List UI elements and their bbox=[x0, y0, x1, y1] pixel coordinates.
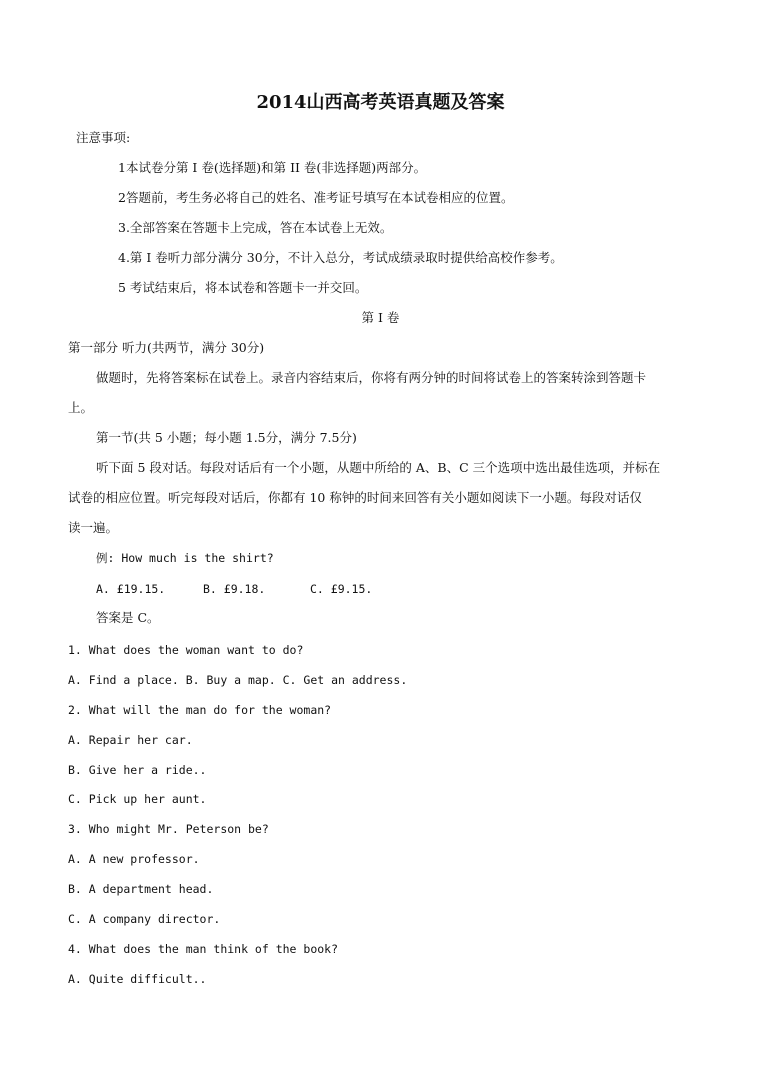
example-option-b: B. £9.18. bbox=[203, 582, 266, 596]
notice-item-5: 5 考试结束后，将本试卷和答题卡一并交回。 bbox=[118, 280, 368, 295]
section1-line2: 试卷的相应位置。听完每段对话后，你都有 10 称钟的时间来回答有关小题如阅读下一小题。每段对话仅 bbox=[68, 490, 642, 505]
section1-heading: 第一节(共 5 小题；每小题 1.5分，满分 7.5分) bbox=[96, 430, 357, 445]
section1-line1: 听下面 5 段对话。每段对话后有一个小题，从题中所给的 A、B、C 三个选项中选出最佳选项，并标在 bbox=[96, 460, 661, 475]
question-line: A. Repair her car. bbox=[68, 733, 193, 747]
question-line: 2. What will the man do for the woman? bbox=[68, 703, 332, 717]
example-option-c: C. £9.15. bbox=[310, 582, 373, 596]
part1-instruction-line1: 做题时，先将答案标在试卷上。录音内容结束后，你将有两分钟的时间将试卷上的答案转涂到答题卡 bbox=[96, 370, 647, 385]
question-line: A. Find a place. B. Buy a map. C. Get an address. bbox=[68, 673, 408, 687]
question-line: B. Give her a ride.. bbox=[68, 763, 207, 777]
question-line: C. A company director. bbox=[68, 912, 221, 926]
question-line: 1. What does the woman want to do? bbox=[68, 643, 304, 657]
example-question: 例: How much is the shirt? bbox=[96, 551, 274, 565]
question-line: C. Pick up her aunt. bbox=[68, 792, 207, 806]
notice-item-3: 3.全部答案在答题卡上完成，答在本试卷上无效。 bbox=[118, 220, 393, 235]
notice-item-1: 1本试卷分第 I 卷(选择题)和第 II 卷(非选择题)两部分。 bbox=[118, 160, 427, 175]
example-answer: 答案是 C。 bbox=[96, 610, 160, 625]
question-line: A. Quite difficult.. bbox=[68, 972, 207, 986]
question-line: 4. What does the man think of the book? bbox=[68, 942, 339, 956]
notice-item-4: 4.第 I 卷听力部分满分 30分，不计入总分，考试成绩录取时提供给高校作参考。 bbox=[118, 250, 563, 265]
part1-heading: 第一部分 听力(共两节，满分 30分) bbox=[68, 340, 265, 355]
section1-line3: 读一遍。 bbox=[68, 520, 119, 535]
volume-title: 第 I 卷 bbox=[361, 310, 400, 325]
example-options bbox=[96, 581, 372, 597]
notice-item-2: 2答题前，考生务必将自己的姓名、准考证号填写在本试卷相应的位置。 bbox=[118, 190, 514, 205]
question-line: A. A new professor. bbox=[68, 852, 200, 866]
part1-instruction-line2: 上。 bbox=[68, 400, 94, 415]
page-title: 2014山西高考英语真题及答案 bbox=[256, 92, 505, 113]
question-line: 3. Who might Mr. Peterson be? bbox=[68, 822, 269, 836]
notice-heading: 注意事项: bbox=[76, 130, 131, 145]
question-line: B. A department head. bbox=[68, 882, 214, 896]
example-option-a: A. £19.15. bbox=[96, 582, 166, 596]
